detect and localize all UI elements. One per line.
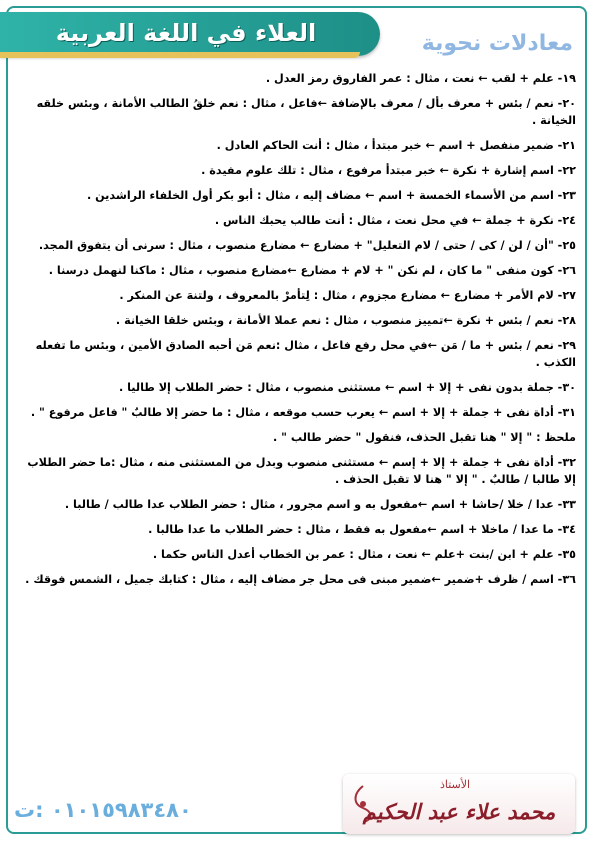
rule-item: ٢٠- نعم / بئس + معرف بأل / معرف بالإضافة ←فاعل ، مثال : نعم خلقُ الطالب الأمانة ، وبئس خلقه الخيانة . — [36, 97, 576, 127]
rule-item: ٣١- أداة نفى + جملة + إلا + اسم ← يعرب حسب موقعه ، مثال : ما حضر إلا طالبٌ " فاعل مرفوع " . — [30, 406, 576, 419]
rule-item: ٣٥- علم + ابن /بنت +علم ← نعت ، مثال : عمر بن الخطاب أعدل الناس حكما . — [152, 548, 576, 561]
footer — [0, 766, 595, 842]
signature-title: الأستاذ — [439, 778, 471, 791]
note-item: ملحظ : " إلا " هنا تقبل الحذف، فنقول " حضر طالب " . — [272, 431, 576, 444]
brand-title: العلاء في اللغة العربية — [55, 19, 317, 47]
rule-item: ٢١- ضمير منفصل + اسم ← خبر مبتدأ ، مثال : أنت الحاكم العادل . — [216, 139, 576, 152]
signature-stamp — [343, 774, 575, 834]
rule-item: ٢٤- نكرة + جملة ← في محل نعت ، مثال : أنت طالب يحبك الناس . — [214, 214, 576, 227]
rule-item: ٢٥- "أن / لن / كى / حتى / لام التعليل" + مضارع ← مضارع منصوب ، مثال : سرنى أن يتفوق المجد. — [38, 239, 576, 252]
rule-item: ٢٩- نعم / بئس + ما / مَن ←في محل رفع فاعل ، مثال :نعم مَن أحبه الصادق الأمين ، وبئس ما تفعله الكذب . — [35, 339, 576, 369]
rule-item: ٣٠- جملة بدون نفى + إلا + اسم ← مستثنى منصوب ، مثال : حضر الطلاب إلا طاليا . — [118, 381, 576, 394]
header-gold-swoosh — [0, 52, 360, 58]
rule-item: ٢٣- اسم من الأسماء الخمسة + اسم ← مضاف إليه ، مثال : أبو بكر أول الخلفاء الراشدين . — [86, 189, 576, 202]
rules-list — [18, 70, 576, 594]
rule-item: ٣٢- أداة نفى + جملة + إلا + إسم ← مستثنى منصوب وبدل من المستثنى منه ، مثال :ما حضر الطلاب إلا طالبا / طالبٌ . " إلا " هنا لا تقبل الحذف . — [27, 456, 576, 486]
rule-item: ٣٤- ما عدا / ماخلا + اسم ←مفعول به فقط ، مثال : حضر الطلاب ما عدا طالبا . — [148, 523, 576, 536]
signature-name: محمد علاء عبد الحكيم — [362, 799, 556, 824]
rule-item: ١٩- علم + لقب ← نعت ، مثال : عمر الفاروق رمز العدل . — [265, 72, 576, 85]
phone-number: ٠١٠١٥٩٨٣٤٨٠ :ت — [14, 798, 192, 822]
document-subject: معادلات نحوية — [421, 31, 573, 56]
rule-item: ٢٨- نعم / بئس + نكرة ←تمييز منصوب ، مثال : نعم عملا الأمانة ، وبئس خلقا الخيانة . — [115, 314, 576, 327]
rule-item: ٢٦- كون منفى " ما كان ، لم نكن " + لام + مضارع ←مضارع منصوب ، مثال : ماكنا لنهمل درسنا . — [48, 264, 576, 277]
rule-item: ٣٣- عدا / خلا /حاشا + اسم ←مفعول به و اسم مجرور ، مثال : حضر الطلاب عدا طالب / طالبا . — [64, 498, 576, 511]
rule-item: ٣٦- اسم / ظرف +ضمير ←ضمير مبنى فى محل جر مضاف إليه ، مثال : كتابك جميل ، الشمس فوقك . — [25, 573, 576, 586]
rule-item: ٢٧- لام الأمر + مضارع ← مضارع مجزوم ، مثال : لِتأمرْ بالمعروف ، ولتنهَ عن المنكر . — [119, 289, 576, 302]
rule-item: ٢٢- اسم إشارة + نكرة ← خبر مبتدأ مرفوع ، مثال : تلك علوم مفيدة . — [201, 164, 576, 177]
